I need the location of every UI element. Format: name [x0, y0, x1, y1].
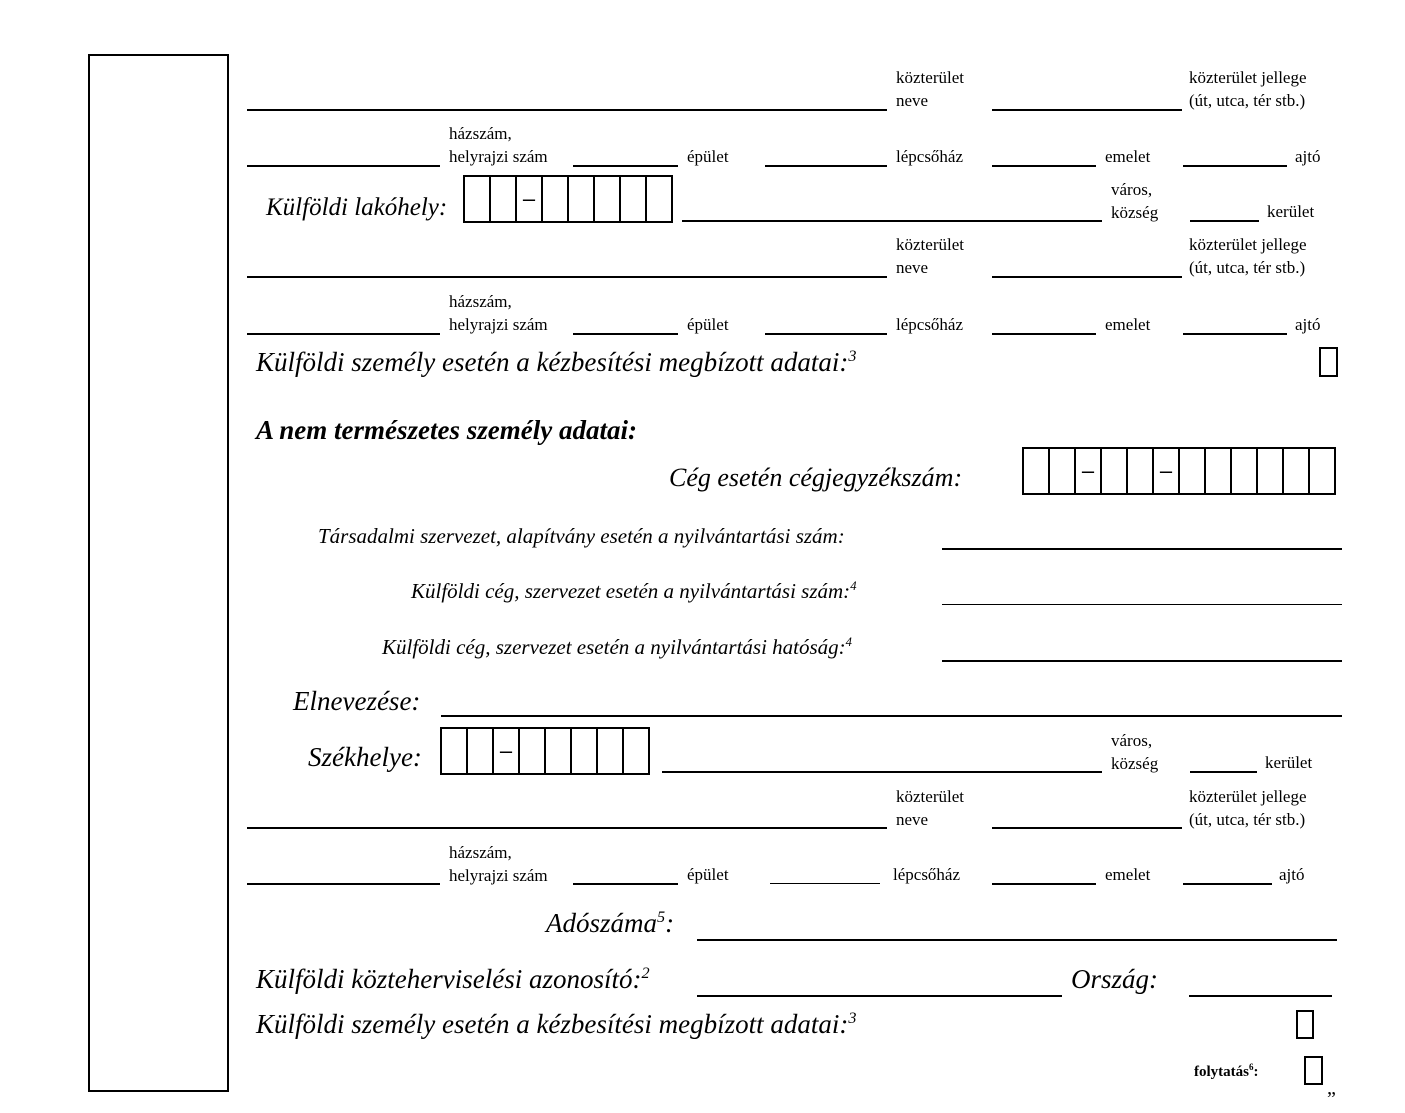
digit-box[interactable]	[1050, 449, 1076, 493]
street-name-label-3: közterület neve	[896, 787, 964, 829]
door-label-2: ajtó	[1295, 315, 1321, 334]
digit-box[interactable]	[1128, 449, 1154, 493]
street-name-field-1[interactable]	[247, 109, 887, 111]
door-field-2[interactable]	[1183, 333, 1287, 335]
entity-name-field[interactable]	[441, 715, 1342, 717]
door-label-3: ajtó	[1279, 865, 1305, 884]
district-label-2: kerület	[1265, 753, 1313, 772]
country-label: Ország:	[1071, 964, 1159, 994]
foreign-residence-label: Külföldi lakóhely:	[266, 194, 448, 221]
staircase-label-2: lépcsőház	[896, 315, 964, 334]
social-org-field[interactable]	[942, 548, 1342, 550]
continuation-label: folytatás$^6$:	[1194, 1062, 1259, 1080]
digit-box[interactable]	[543, 177, 569, 221]
digit-box[interactable]: –	[494, 729, 520, 773]
house-number-label-2: házszám, helyrajzi szám	[449, 292, 548, 334]
delivery-agent-label-1: Külföldi személy esetén a kézbesítési megbízott adatai:$^3$	[256, 347, 857, 377]
digit-box[interactable]	[1284, 449, 1310, 493]
door-field-1[interactable]	[1183, 165, 1287, 167]
city-label-2: város, község	[1111, 731, 1159, 773]
street-type-field-3[interactable]	[992, 827, 1182, 829]
digit-box[interactable]	[621, 177, 647, 221]
house-number-label-3: házszám, helyrajzi szám	[449, 843, 548, 885]
digit-box[interactable]	[569, 177, 595, 221]
seat-postcode[interactable]	[440, 727, 650, 775]
building-field-2[interactable]	[573, 333, 678, 335]
social-org-label: Társadalmi szervezet, alapítvány esetén a nyilvántartási szám:	[318, 524, 845, 548]
digit-box[interactable]	[1102, 449, 1128, 493]
floor-label-1: emelet	[1105, 147, 1151, 166]
house-number-field-3[interactable]	[247, 883, 440, 885]
digit-box[interactable]	[546, 729, 572, 773]
foreign-city-field[interactable]	[682, 220, 1102, 222]
left-margin-frame	[88, 54, 229, 1092]
digit-box[interactable]: –	[1154, 449, 1180, 493]
digit-box[interactable]	[1310, 449, 1336, 493]
street-type-field-1[interactable]	[992, 109, 1182, 111]
building-field-3[interactable]	[573, 883, 678, 885]
seat-city-field[interactable]	[662, 771, 1102, 773]
district-label-1: kerület	[1267, 202, 1315, 221]
street-name-label-2: közterület neve	[896, 235, 964, 277]
floor-label-3: emelet	[1105, 865, 1151, 884]
house-number-field-1[interactable]	[247, 165, 440, 167]
foreign-residence-postcode[interactable]	[463, 175, 673, 223]
digit-box[interactable]	[624, 729, 650, 773]
digit-box[interactable]	[442, 729, 468, 773]
foreign-reg-number-field[interactable]	[942, 604, 1342, 605]
floor-label-2: emelet	[1105, 315, 1151, 334]
district-field-1[interactable]	[1190, 220, 1259, 222]
street-name-field-2[interactable]	[247, 276, 887, 278]
street-type-field-2[interactable]	[992, 276, 1182, 278]
floor-field-3[interactable]	[992, 883, 1096, 885]
continuation-checkbox[interactable]	[1304, 1056, 1323, 1085]
delivery-agent-checkbox-2[interactable]	[1296, 1010, 1314, 1039]
digit-box[interactable]	[465, 177, 491, 221]
street-name-field-3[interactable]	[247, 827, 887, 829]
foreign-reg-authority-field[interactable]	[942, 660, 1342, 662]
floor-field-2[interactable]	[992, 333, 1096, 335]
foreign-reg-number-label: Külföldi cég, szervezet esetén a nyilvántartási szám:$^4$	[411, 579, 857, 603]
tax-number-label: Adószáma$^5$:	[546, 908, 675, 938]
company-reg-boxes[interactable]	[1022, 447, 1336, 495]
street-name-label-1: közterület neve	[896, 68, 964, 110]
house-number-label-1: házszám, helyrajzi szám	[449, 124, 548, 166]
legal-entity-heading: A nem természetes személy adatai:	[256, 415, 637, 445]
building-field-1[interactable]	[573, 165, 678, 167]
digit-box[interactable]	[572, 729, 598, 773]
digit-box[interactable]	[468, 729, 494, 773]
digit-box[interactable]	[647, 177, 673, 221]
staircase-label-1: lépcsőház	[896, 147, 964, 166]
district-field-2[interactable]	[1190, 771, 1257, 773]
street-type-label-1: közterület jellege (út, utca, tér stb.)	[1189, 68, 1307, 110]
digit-box[interactable]	[520, 729, 546, 773]
staircase-field-1[interactable]	[765, 165, 887, 167]
house-number-field-2[interactable]	[247, 333, 440, 335]
street-type-label-3: közterület jellege (út, utca, tér stb.)	[1189, 787, 1307, 829]
staircase-field-3[interactable]	[770, 883, 880, 884]
door-field-3[interactable]	[1183, 883, 1272, 885]
digit-box[interactable]	[1206, 449, 1232, 493]
digit-box[interactable]: –	[517, 177, 543, 221]
delivery-agent-checkbox-1[interactable]	[1319, 347, 1338, 377]
digit-box[interactable]	[598, 729, 624, 773]
building-label-2: épület	[687, 315, 729, 334]
digit-box[interactable]	[1024, 449, 1050, 493]
seat-label: Székhelye:	[308, 742, 422, 772]
staircase-label-3: lépcsőház	[893, 865, 961, 884]
digit-box[interactable]	[595, 177, 621, 221]
digit-box[interactable]	[491, 177, 517, 221]
delivery-agent-label-2: Külföldi személy esetén a kézbesítési megbízott adatai:$^3$	[256, 1009, 857, 1039]
building-label-1: épület	[687, 147, 729, 166]
digit-box[interactable]	[1180, 449, 1206, 493]
street-type-label-2: közterület jellege (út, utca, tér stb.)	[1189, 235, 1307, 277]
company-reg-label: Cég esetén cégjegyzékszám:	[669, 463, 963, 492]
tax-number-field[interactable]	[697, 939, 1337, 941]
foreign-tax-id-field[interactable]	[697, 995, 1062, 997]
entity-name-label: Elnevezése:	[293, 686, 421, 716]
foreign-tax-id-label: Külföldi közteherviselési azonosító:$^2$	[256, 964, 650, 994]
building-label-3: épület	[687, 865, 729, 884]
floor-field-1[interactable]	[992, 165, 1096, 167]
closing-quote: ”	[1327, 1088, 1336, 1110]
foreign-reg-authority-label: Külföldi cég, szervezet esetén a nyilvántartási hatóság:$^4$	[382, 635, 852, 659]
digit-box[interactable]: –	[1076, 449, 1102, 493]
staircase-field-2[interactable]	[765, 333, 887, 335]
door-label-1: ajtó	[1295, 147, 1321, 166]
city-label-1: város, község	[1111, 180, 1159, 222]
digit-box[interactable]	[1258, 449, 1284, 493]
country-field[interactable]	[1189, 995, 1332, 997]
digit-box[interactable]	[1232, 449, 1258, 493]
